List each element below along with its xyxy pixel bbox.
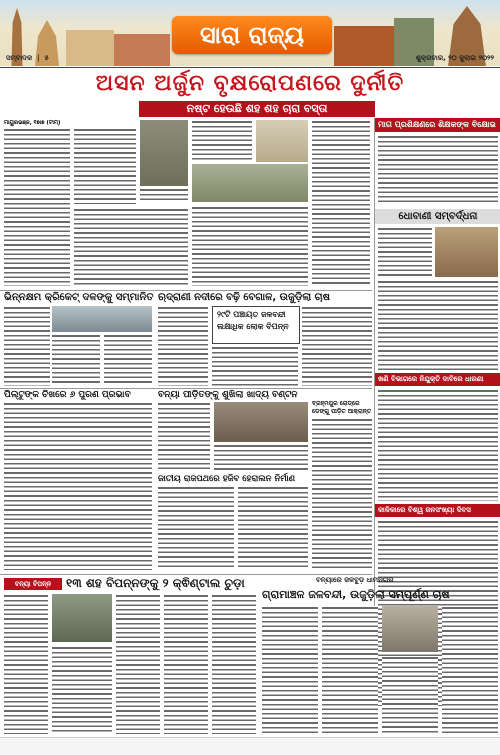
relief-distribution-photo bbox=[214, 402, 308, 442]
lead-body-col-2 bbox=[74, 128, 136, 204]
cricket-body-1 bbox=[4, 306, 50, 386]
bottom-right-tag: ବନ୍ୟାରେ ଜଳବୁଡ଼ ଧାମନଗର bbox=[316, 576, 394, 584]
sidebar-body-2 bbox=[378, 227, 432, 277]
sidebar-body-1 bbox=[378, 135, 498, 205]
bottom-right-photo bbox=[382, 606, 438, 652]
sidebar-heading-mines: ଖଣି ବିଭାଗରେ ନିଯୁକ୍ତି ଦାବିରେ ଧାରଣା bbox=[375, 373, 500, 386]
masthead-logo: ସାରା ରାଜ୍ୟ bbox=[172, 16, 332, 54]
bottom-right-body-3 bbox=[382, 656, 438, 734]
dengue-body bbox=[312, 418, 372, 570]
sidebar-body-4 bbox=[378, 389, 498, 501]
bottom-left-body-4 bbox=[164, 594, 208, 734]
cricket-body-2 bbox=[52, 334, 100, 386]
flood-river-body-2 bbox=[212, 346, 298, 386]
lead-body-col-1 bbox=[4, 128, 70, 286]
school-body bbox=[4, 402, 152, 506]
bottom-right-body-4 bbox=[442, 606, 498, 734]
bottom-left-body-3 bbox=[116, 594, 160, 734]
issue-date: ଶୁକ୍ରବାର, ୨୦ ଜୁଲାଇ ୨୦୨୨ bbox=[415, 54, 494, 62]
bottom-right-headline: ଗ୍ରାମାଞ୍ଚଳ ଜଳବନ୍ଦୀ, ଉଜୁଡ଼ିଲା ସମ୍ପୂର୍ଣ୍ଣ ଚାଷ bbox=[262, 588, 450, 601]
flood-box-line-1: ୨୯ଟି ପଞ୍ଚାୟତ ଜଳବନ୍ଦୀ bbox=[217, 310, 286, 319]
lead-photo-1 bbox=[140, 120, 188, 186]
cricket-body-3 bbox=[104, 334, 152, 386]
bottom-left-tag: ବନ୍ୟା ବିପନ୍ନ bbox=[4, 578, 62, 590]
highway-headline: ଜାତୀୟ ରାଜପଥରେ ହଜିବ ହେରାଲନ ନିର୍ମାଣ bbox=[158, 474, 296, 484]
lead-photo-2 bbox=[256, 120, 308, 162]
masthead bbox=[0, 0, 500, 66]
flood-river-body-3 bbox=[302, 306, 372, 386]
flood-box-line-2: ଲକ୍ଷାଧିକ ଲୋକ ବିପନ୍ନ bbox=[217, 322, 289, 331]
dengue-headline: ବ୍ରହ୍ମପୁର ରୋଡ୍‌ରେ ଡେଙ୍ଗୁ ପୀଡ଼ିତ ଆକ୍ରାନ୍ତ bbox=[312, 400, 372, 415]
bottom-left-body-1 bbox=[4, 594, 48, 734]
cricket-headline: ଭିନ୍ନକ୍ଷମ କ୍ରିକେଟ୍ ଦଳଙ୍କୁ ସମ୍ମାନିତ bbox=[4, 292, 154, 303]
highway-body-2 bbox=[238, 486, 308, 570]
highway-body-1 bbox=[158, 486, 234, 570]
bottom-right-body-2 bbox=[322, 606, 378, 734]
bottom-right-body-1 bbox=[262, 606, 318, 734]
page-footer bbox=[0, 737, 500, 755]
lead-photo-3 bbox=[192, 164, 308, 202]
flood-river-body-1 bbox=[158, 306, 208, 386]
palace-illustration bbox=[66, 30, 114, 66]
flood-info-box bbox=[212, 306, 300, 344]
sidebar-body-3 bbox=[378, 280, 498, 370]
lead-subheadline: ନଷ୍ଟ ହେଉଛି ଶହ ଶହ ଚାରା ବସ୍ତା bbox=[139, 101, 375, 117]
sidebar-heading-teachers: ମାଗ ପ୍ରଶିକ୍ଷଣରେ ଶିକ୍ଷକଙ୍କ ବିକ୍ଷୋଭ bbox=[375, 118, 500, 132]
lead-byline: ମାୟୁରଭଞ୍ଜ, ୧୭ା୭ (ଟୀମ୍‌) bbox=[4, 120, 61, 126]
sidebar-photo-dhobi bbox=[435, 227, 498, 277]
school-body-2 bbox=[4, 508, 152, 570]
lead-body-col-6 bbox=[192, 206, 308, 286]
cricket-team-photo bbox=[52, 306, 152, 332]
lead-body-col-4 bbox=[312, 120, 370, 286]
lead-photo-caption-1 bbox=[140, 188, 188, 202]
sidebar-heading-dhobi: ଧୋବାଣୀ ସମ୍ବର୍ଦ୍ଧନା bbox=[375, 209, 500, 224]
relief-body-1 bbox=[158, 402, 210, 472]
lead-body-col-3 bbox=[192, 120, 252, 160]
bottom-left-photo bbox=[52, 594, 112, 642]
bottom-left-body-2 bbox=[52, 646, 112, 734]
page-label: ସମ୍ବାଦକ | ୫ bbox=[6, 54, 49, 62]
lead-headline: ଅସନ ଅର୍ଜୁନ ବୃକ୍ଷରୋପଣରେ ଦୁର୍ନୀତି bbox=[95, 71, 405, 96]
relief-headline: ବନ୍ୟା ପୀଡ଼ିତଙ୍କୁ ଶୁଖିଲା ଖାଦ୍ୟ ବଣ୍ଟନ bbox=[158, 390, 298, 400]
bottom-left-headline: ୧୩ ଶହ ବିପନ୍ନଙ୍କୁ ୨ କ୍ଵିଣ୍ଟାଲ ଚୁଡ଼ା bbox=[66, 576, 245, 590]
sidebar-heading-population: କାଳିକାରେ ବିଶ୍ୱ ଜନସଂଖ୍ୟା ଦିବସ bbox=[375, 504, 500, 517]
flood-river-headline: ଋଦ୍ରାଣୀ ନଦୀରେ ବଢ଼ି ବେଗାଳ, ଉଜୁଡ଼ିଲା ଚାଷ bbox=[158, 292, 331, 303]
bottom-left-body-5 bbox=[212, 594, 256, 734]
school-headline: ପିଲ୍ଟୁଙ୍କ ଚିଖରେ ୬ ପୁରଣ ପ୍ରଭାବ bbox=[4, 390, 131, 400]
relief-body-2 bbox=[214, 444, 308, 472]
lead-body-col-5 bbox=[74, 208, 188, 286]
